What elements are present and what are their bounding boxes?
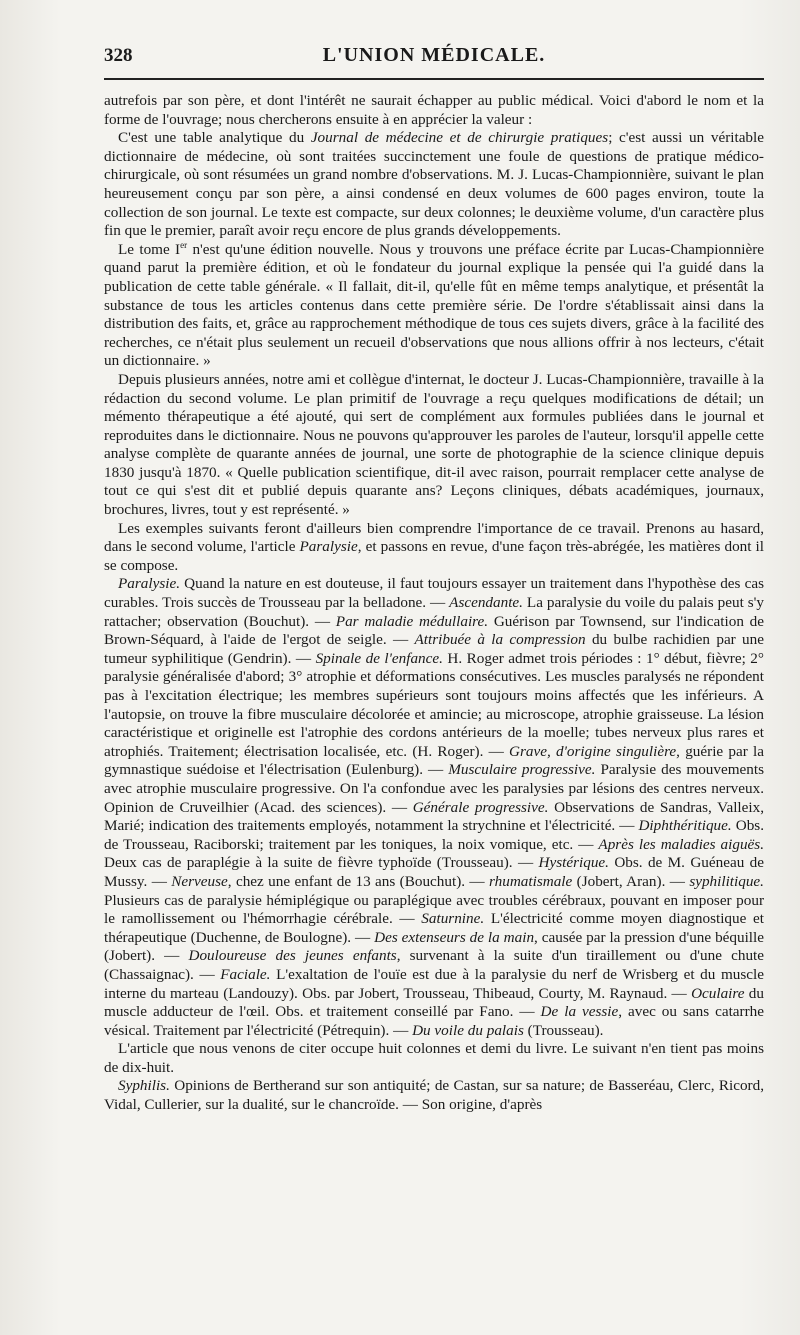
paragraph (104, 371, 764, 520)
text-run: du bulbe rachidien par une tumeur syphilitique (Gendrin). — (104, 631, 764, 667)
paragraph (104, 520, 764, 576)
paragraph (104, 575, 764, 1040)
text-run: Observations de Sandras, Valleix, Marié; indication des traitements employés, notamment la strychnine et l'électricité. — (104, 798, 764, 835)
italic-text: Ascendante. (449, 594, 523, 612)
italic-text: Journal de médecine et de chirurgie pratiques (310, 129, 609, 147)
text-run: (Trousseau). (523, 1021, 604, 1039)
text-run: Obs. de M. Guéneau de Mussy. — (104, 854, 764, 890)
text-run: Deux cas de paraplégie à la suite de fièvre typhoïde (Trousseau). — (104, 854, 539, 872)
italic-text: Diphthéritique. (638, 817, 732, 835)
paragraph (104, 129, 764, 241)
text-run: Paralysie des mouvements avec atrophie musculaire progressive. On l'a confondue avec les paralysies par lésions des centres nerveux. Opinion de Cruveilhier (Acad. des sciences). — (104, 761, 765, 816)
text-run: L'article que nous venons de citer occupe huit colonnes et demi du livre. Le suivant n'en tient pas moins de dix-huit. (104, 1040, 764, 1076)
italic-text: Nerveuse (171, 872, 228, 890)
text-run: H. Roger admet trois périodes : 1° début, fièvre; 2° paralysie généralisée d'abord; 3° atrophie et déformations consécutives. Les muscles paralysés ne répondent pas à l'excitation électrique; les membres supérieurs sont toujours moins affectés que les inférieurs. A l'autopsie, on trouve la fibre musculaire décolorée et amincie; au microscope, atrophie graisseuse. La lésion caractéristique et originelle est l'atrophie des cordons antérieurs de la moelle; tubes nerveux plus rares et atrophiés. Traitement; électrisation localisée, etc. (H. Roger). — (104, 649, 764, 760)
paragraph (104, 1040, 764, 1077)
page-number: 328 (104, 45, 133, 66)
header-rule (104, 78, 764, 80)
text-run: Quand la nature en est douteuse, il faut toujours essayer un traitement dans l'hypothèse des cas curables. Trois succès de Trousseau par la belladone. — (104, 575, 764, 612)
text-run: Obs. de Trousseau, Raciborski; traitement par les toniques, la noix vomique, etc. — (104, 817, 764, 853)
text-run: (Jobert, Aran). — (572, 872, 690, 890)
text-run: Opinions de Bertherand sur son antiquité; de Castan, sur sa nature; de Basseréau, Clerc, Ricord, Vidal, Cullerier, sur la dualité, sur le chancroïde. — Son origine, d'après (104, 1077, 764, 1114)
italic-text: Générale progressive. (412, 798, 549, 816)
article-body (104, 92, 764, 1115)
italic-text: Après les maladies aiguës. (598, 835, 765, 853)
text-run: , causée par la pression d'une béquille (Jobert). — (104, 928, 764, 965)
text-run: , avec ou sans catarrhe vésical. Traitement par l'électricité (Pétrequin). — (104, 1003, 764, 1039)
italic-text: De la vessie (540, 1003, 619, 1021)
italic-text: syphilitique. (689, 872, 764, 890)
italic-text: Des extenseurs de la main (374, 928, 535, 946)
superscript-text: er (180, 239, 188, 250)
text-run: , chez une enfant de 13 ans (Bouchut). — (227, 872, 489, 890)
text-run: Guérison par Townsend, sur l'indication de Brown-Séquard, à l'aide de l'ergot de seigle. — (104, 612, 764, 649)
italic-text: Paralysie. (118, 575, 181, 593)
text-run: C'est une table analytique du (118, 129, 311, 147)
text-run: ; c'est aussi un véritable dictionnaire de médecine, où sont traitées succinctement une foule de questions de pratique médico-chirurgicale, où sont résumées un grand nombre d'observations. M. J. Lucas-Championnière, suivant le plan heureusement conçu par son père, a ainsi condensé en deux volumes de 600 pages environ, toute la collection de son journal. Le texte est compacte, sur deux colonnes; le deuxième volume, d'un caractère plus fin que le premier, paraît avoir reçu encore de plus grands développements. (104, 129, 764, 240)
text-run: L'électricité comme moyen diagnostique et thérapeutique (Duchenne, de Boulogne). — (104, 910, 764, 946)
italic-text: Attribuée à la compression (414, 631, 586, 649)
italic-text: Grave, d'origine singulière (509, 742, 677, 760)
paragraph (104, 241, 764, 371)
text-run: Depuis plusieurs années, notre ami et collègue d'internat, le docteur J. Lucas-Championnière, travaille à la rédaction du second volume. Le plan primitif de l'ouvrage a reçu quelques modifications de détail; un mémento thérapeutique a été ajouté, qui sert de complément aux formules publiées dans le journal et reproduites dans le dictionnaire. Nous ne pouvons qu'approuver les paroles de l'auteur, lorsqu'il appelle cette analyse complète de quarante années de journal, une sorte de photographie de la science clinique depuis 1830 jusqu'à 1870. « Quelle publication scientifique, dit-il avec raison, pourrait remplacer cette analyse de tout ce qui s'est dit et publié depuis quarante ans? Leçons cliniques, débats académiques, journaux, brochures, livres, tout y est représenté. » (104, 370, 764, 519)
paragraph (104, 1077, 764, 1114)
text-run: , survenant à la suite d'un tiraillement ou d'une chute (Chassaignac). — (104, 947, 764, 983)
italic-text: Musculaire progressive. (448, 761, 596, 779)
text-run: Plusieurs cas de paralysie hémiplégique ou paraplégique avec troubles cérébraux, pouvant en imposer pour le ramollissement ou l'hémorrhagie cérébrale. — (104, 891, 764, 928)
paragraph (104, 92, 764, 129)
italic-text: Douloureuse des jeunes enfants (188, 947, 397, 965)
italic-text: Saturnine. (421, 910, 485, 928)
text-run: , guérie par la gymnastique suédoise et l'électrisation (Eulenburg). — (104, 742, 764, 779)
text-run: , et passons en revue, d'une façon très-abrégée, les matières dont il se compose. (104, 538, 764, 574)
text-run: n'est qu'une édition nouvelle. Nous y trouvons une préface écrite par Lucas-Championnière quand parut la première édition, et où le fondateur du journal explique la pensée qui l'a guidé dans la publication de cette table générale. « Il fallait, dit-il, qu'elle fût en même temps analytique, et présentât la substance de tous les articles contenus dans cette première série. De l'ordre s'établissait ainsi dans la distribution des faits, et, grâce au rapprochement méthodique de tous ces sujets divers, grâce à la facilité des recherches, ce n'était plus seulement un recueil d'observations que nous allions offrir à nos lecteurs, c'était un dictionnaire. » (104, 240, 764, 370)
italic-text: Syphilis. (118, 1077, 170, 1095)
italic-text: Oculaire (691, 984, 745, 1002)
text-run: La paralysie du voile du palais peut s'y rattacher; observation (Bouchut). — (104, 594, 764, 630)
italic-text: Hystérique. (538, 854, 609, 872)
italic-text: Du voile du palais (412, 1021, 524, 1039)
italic-text: Faciale. (220, 965, 271, 983)
running-title: L'UNION MÉDICALE. (322, 44, 546, 66)
italic-text: Paralysie (299, 538, 358, 556)
text-run: Les exemples suivants feront d'ailleurs bien comprendre l'importance de ce travail. Prenons au hasard, dans le second volume, l'article (104, 519, 764, 556)
text-run: Le tome I (118, 240, 181, 258)
italic-text: Par maladie médullaire. (335, 612, 489, 630)
text-run: L'exaltation de l'ouïe est due à la paralysie du nerf de Wrisberg et du muscle interne du marteau (Landouzy). Obs. par Jobert, Trousseau, Thibeaud, Courty, M. Raynaud. — (104, 965, 764, 1002)
italic-text: Spinale de l'enfance. (315, 649, 443, 667)
italic-text: rhumatismale (489, 872, 573, 890)
page-header (104, 44, 764, 74)
text-run: du muscle adducteur de l'œil. Obs. et traitement conseillé par Fano. — (104, 984, 764, 1021)
text-run: autrefois par son père, et dont l'intérêt ne saurait échapper au public médical. Voici d'abord le nom et la forme de l'ouvrage; nous chercherons ensuite à en apprécier la valeur : (104, 92, 764, 128)
